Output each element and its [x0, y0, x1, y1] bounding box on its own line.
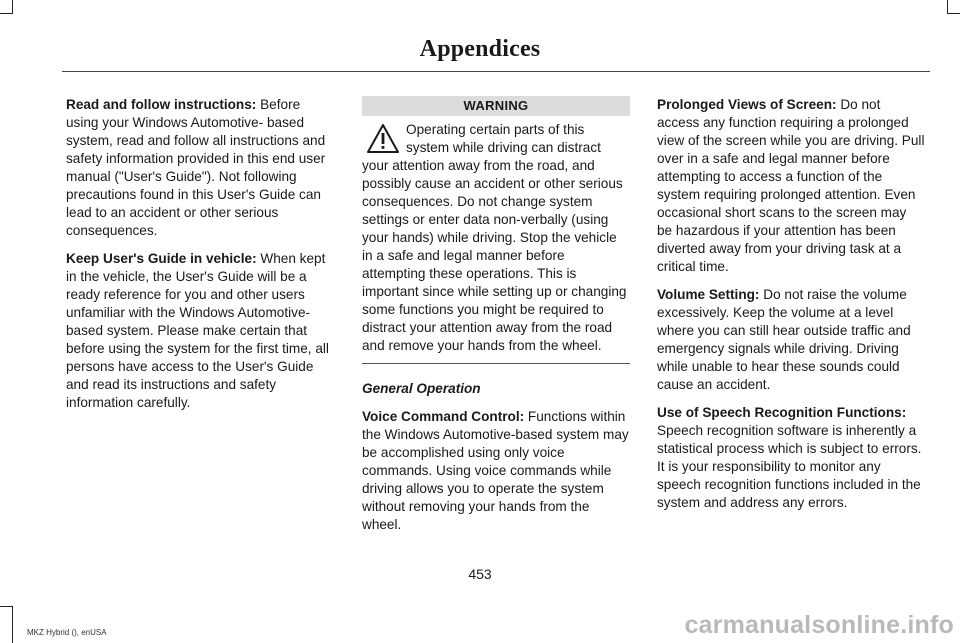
paragraph-text: Functions within the Windows Automotive-based system may be accomplished using only voice commands. Using voice commands while driving allows you to operate the system without removing your hands from the wheel.: [362, 409, 629, 532]
paragraph-lead: Read and follow instructions:: [66, 97, 257, 112]
paragraph-lead: Keep User's Guide in vehicle:: [66, 251, 257, 266]
column-right: [657, 96, 925, 522]
paragraph-volume-setting: [657, 286, 925, 394]
warning-triangle-icon: [366, 123, 400, 155]
warning-divider: [362, 363, 630, 364]
header-divider: [62, 71, 930, 72]
paragraph-lead: Volume Setting:: [657, 287, 760, 302]
paragraph-lead: Prolonged Views of Screen:: [657, 97, 837, 112]
crop-mark-top-left-h: [0, 13, 13, 14]
warning-box: [362, 121, 630, 355]
crop-mark-bottom-left-h: [0, 606, 13, 607]
crop-mark-top-right-v: [947, 0, 948, 14]
column-left: [66, 96, 334, 422]
paragraph-lead: Use of Speech Recognition Functions:: [657, 405, 907, 420]
page-title: Appendices: [419, 36, 541, 62]
paragraph-text: When kept in the vehicle, the User's Guide will be a ready reference for you and other users unfamiliar with the Windows Automotive-based system. Please make certain that before using the system for the first time, all persons have access to the User's Guide and read its instructions and safety information carefully.: [66, 251, 329, 410]
warning-title: WARNING: [362, 96, 630, 116]
crop-mark-top-right-h: [947, 13, 960, 14]
warning-text: Operating certain parts of this system while driving can distract your attention away from the road, and possibly cause an accident or other serious consequences. Do not change system settings or enter data non-verbally (using your hands) while driving. Stop the vehicle in a safe and legal manner before attempting these operations. This is important since while setting up or changing some functions you might be required to distract your attention away from the road and remove your hands from the wheel.: [362, 122, 627, 353]
paragraph-lead: Voice Command Control:: [362, 409, 525, 424]
section-heading: General Operation: [362, 381, 481, 396]
paragraph-text: Do not raise the volume excessively. Keep the volume at a level where you can still hear outside traffic and emergency signals while driving. Driving while unable to hear these sounds could cause an accident.: [657, 287, 911, 392]
paragraph-prolonged-views: [657, 96, 925, 276]
paragraph-text: Do not access any function requiring a prolonged view of the screen while you are driving. Pull over in a safe and legal manner before attempting to access a function of the system requiring prolonged attention. Even occasional short scans to the screen may be hazardous if your attention has been diverted away from your driving task at a critical time.: [657, 97, 925, 274]
crop-mark-bottom-left-v: [12, 606, 13, 643]
column-middle: [362, 96, 630, 544]
paragraph-text: Before using your Windows Automotive- based system, read and follow all instructions and safety information provided in this end user manual ("User's Guide"). Not following precautions found in this User's Guide can lead to an accident or other serious consequences.: [66, 97, 326, 238]
footer-model-code: MKZ Hybrid (), enUSA: [27, 628, 107, 637]
paragraph-keep-guide: [66, 250, 334, 412]
page-number: 453: [468, 566, 492, 582]
watermark[interactable]: carmanualsonline.info: [684, 611, 954, 639]
paragraph-voice-command: [362, 408, 630, 534]
paragraph-read-instructions: [66, 96, 334, 240]
paragraph-text: Speech recognition software is inherently a statistical process which is subject to errors. It is your responsibility to monitor any speech recognition functions included in the system and address any errors.: [657, 423, 922, 510]
crop-mark-top-left-v: [12, 0, 13, 14]
paragraph-speech-recognition: [657, 404, 925, 512]
